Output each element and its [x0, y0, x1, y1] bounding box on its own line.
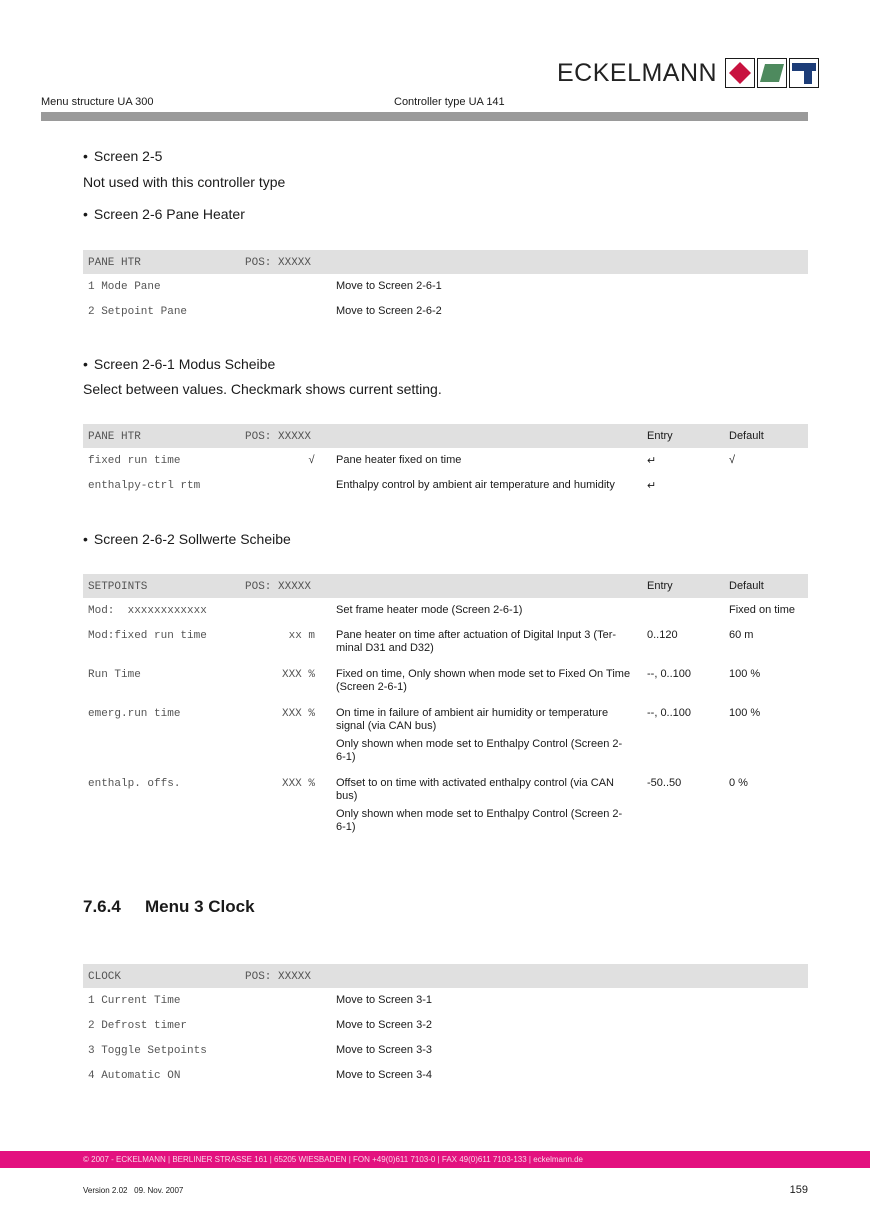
row-name: 1 Current Time	[88, 995, 181, 1007]
logo-green-rhombus-icon	[757, 58, 787, 88]
header-default: Default	[729, 580, 764, 592]
row-value: XXX %	[281, 778, 315, 790]
table-row	[83, 988, 808, 1013]
setpoints-table	[83, 574, 808, 841]
row-desc: Pane heater on time after actuation of Digital Input 3 (Ter-minal D31 and D32)	[336, 629, 617, 654]
row-value: XXX %	[281, 669, 315, 681]
header-name: PANE HTR	[88, 257, 141, 269]
table-row	[83, 598, 808, 623]
logo-text: ECKELMANN	[557, 58, 718, 87]
row-default: 100 %	[729, 668, 761, 680]
header-name: CLOCK	[88, 971, 122, 983]
header-name: PANE HTR	[88, 431, 141, 443]
header-pos: POS: XXXXX	[245, 257, 312, 269]
screen-2-5-heading: • Screen 2-5	[83, 148, 162, 164]
table-header	[83, 964, 808, 988]
table-row	[83, 771, 808, 841]
row-value: XXX %	[281, 708, 315, 720]
mode-table	[83, 424, 808, 498]
row-name: 4 Automatic ON	[88, 1070, 181, 1082]
section-title: Menu 3 Clock	[145, 897, 255, 916]
header-entry: Entry	[647, 430, 673, 442]
row-desc: On time in failure of ambient air humidity or temperature signal (via CAN bus) Only shown when mode set to Enthalpy Control (Screen 2-6-1)	[336, 707, 623, 763]
row-name: emerg.run time	[88, 708, 181, 720]
table-row	[83, 1038, 808, 1063]
screen-2-6-1-heading: • Screen 2-6-1 Modus Scheibe	[83, 356, 275, 372]
table-row	[83, 623, 808, 662]
eckelmann-logo	[557, 57, 819, 89]
table-row	[83, 448, 808, 473]
row-name: enthalpy-ctrl rtm	[88, 480, 201, 492]
table-row	[83, 274, 808, 299]
screen-2-5-text: Not used with this controller type	[83, 174, 286, 190]
row-name: Mod:fixed run time	[88, 630, 207, 642]
row-desc: Move to Screen 2-6-2	[336, 305, 442, 317]
row-value: xx m	[288, 630, 315, 642]
row-desc: Fixed on time, Only shown when mode set to Fixed On Time (Screen 2-6-1)	[336, 668, 631, 693]
row-name: 2 Setpoint Pane	[88, 306, 188, 318]
row-default: 60 m	[729, 629, 754, 641]
header-pos: POS: XXXXX	[245, 431, 312, 443]
page-number: 159	[789, 1184, 808, 1196]
table-header	[83, 250, 808, 274]
section-number: 7.6.4	[83, 897, 121, 916]
row-desc: Pane heater fixed on time	[336, 454, 462, 466]
row-desc: Move to Screen 2-6-1	[336, 280, 442, 292]
screen-2-6-heading: • Screen 2-6 Pane Heater	[83, 206, 245, 222]
logo-red-diamond-icon	[725, 58, 755, 88]
section-heading-menu-3	[83, 897, 255, 917]
row-desc: Move to Screen 3-3	[336, 1044, 432, 1056]
enter-icon: ↵	[647, 480, 657, 492]
row-default: 0 %	[729, 777, 748, 789]
header-pos: POS: XXXXX	[245, 971, 312, 983]
row-entry: --, 0..100	[647, 707, 692, 719]
row-desc: Move to Screen 3-4	[336, 1069, 432, 1081]
header-controller-type: Controller type UA 141	[394, 96, 505, 108]
header-menu-structure: Menu structure UA 300	[41, 96, 154, 108]
footer-version: Version 2.02 09. Nov. 2007	[83, 1186, 184, 1195]
default-checkmark-icon: √	[729, 454, 736, 466]
row-name: 2 Defrost timer	[88, 1020, 188, 1032]
row-desc: Move to Screen 3-2	[336, 1019, 432, 1031]
row-default: 100 %	[729, 707, 761, 719]
header-default: Default	[729, 430, 764, 442]
table-row	[83, 473, 808, 498]
footer-address: © 2007 - ECKELMANN | BERLINER STRASSE 161 | 65205 WIESBADEN | FON +49(0)611 7103-0 | FAX 49(0)611 7103-133 | eckelmann.de	[83, 1155, 584, 1164]
enter-icon: ↵	[647, 455, 657, 467]
pane-heater-table	[83, 250, 808, 324]
row-desc: Move to Screen 3-1	[336, 994, 432, 1006]
row-name: enthalp. offs.	[88, 778, 181, 790]
row-name: fixed run time	[88, 455, 181, 467]
clock-table	[83, 964, 808, 1088]
row-desc: Set frame heater mode (Screen 2-6-1)	[336, 604, 523, 616]
header-entry: Entry	[647, 580, 673, 592]
row-entry: 0..120	[647, 629, 678, 641]
row-entry: -50..50	[647, 777, 682, 789]
row-name: 1 Mode Pane	[88, 281, 161, 293]
row-name: Run Time	[88, 669, 141, 681]
table-row	[83, 701, 808, 771]
row-entry: --, 0..100	[647, 668, 692, 680]
header-divider	[41, 112, 808, 121]
header-name: SETPOINTS	[88, 581, 148, 593]
table-header	[83, 574, 808, 598]
header-pos: POS: XXXXX	[245, 581, 312, 593]
row-desc: Enthalpy control by ambient air temperature and humidity	[336, 479, 615, 491]
row-desc: Offset to on time with activated enthalpy control (via CAN bus) Only shown when mode set to Enthalpy Control (Screen 2-6-1)	[336, 777, 623, 833]
screen-2-6-2-heading: • Screen 2-6-2 Sollwerte Scheibe	[83, 531, 291, 547]
checkmark-icon: √	[308, 455, 315, 467]
table-header	[83, 424, 808, 448]
table-row	[83, 662, 808, 701]
table-row	[83, 299, 808, 324]
table-row	[83, 1063, 808, 1088]
row-name: 3 Toggle Setpoints	[88, 1045, 207, 1057]
screen-2-6-1-text: Select between values. Checkmark shows current setting.	[83, 381, 442, 397]
row-name: Mod: xxxxxxxxxxxx	[88, 605, 207, 617]
row-default: Fixed on time	[729, 604, 796, 616]
table-row	[83, 1013, 808, 1038]
logo-blue-t-icon	[789, 58, 819, 88]
